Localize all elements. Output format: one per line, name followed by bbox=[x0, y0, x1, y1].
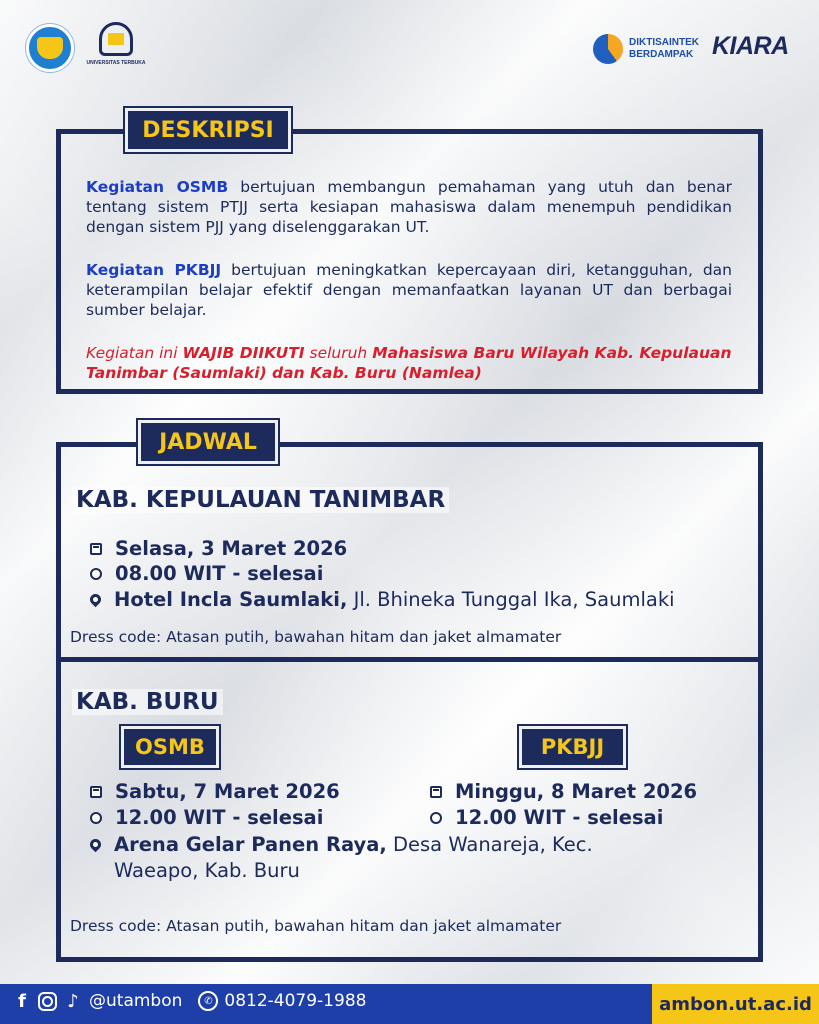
calendar-icon bbox=[90, 786, 102, 798]
osmb-text: bertujuan membangun pemahaman yang utuh dan benar tentang sistem PTJJ serta kesiapan mahasiswa dalam menempuh pendidikan dengan sistem PJJ yang diselenggarakan UT. bbox=[86, 178, 732, 236]
tanimbar-date-row bbox=[90, 537, 347, 560]
osmb-time: 12.00 WIT - selesai bbox=[115, 806, 324, 829]
pkbjj-time-row bbox=[430, 806, 663, 829]
calendar-icon bbox=[430, 786, 442, 798]
tiktok-icon[interactable]: ♪ bbox=[67, 990, 79, 1012]
buru-address-2: Waeapo, Kab. Buru bbox=[114, 859, 300, 882]
osmb-date-row bbox=[90, 780, 340, 803]
clock-icon bbox=[430, 812, 442, 824]
clock-icon bbox=[90, 568, 102, 580]
notice-target: Mahasiswa Baru Wilayah Kab. Kepulauan Tanimbar (Saumlaki) dan Kab. Buru (Namlea) bbox=[86, 344, 732, 382]
osmb-time-row bbox=[90, 806, 323, 829]
section-divider bbox=[56, 657, 763, 662]
facebook-icon[interactable]: f bbox=[18, 990, 26, 1012]
mandatory-notice bbox=[86, 343, 732, 383]
website-link[interactable]: ambon.ut.ac.id bbox=[652, 984, 819, 1024]
social-links bbox=[12, 991, 366, 1011]
footer-bar bbox=[0, 984, 819, 1024]
pkbjj-tag: PKBJJ bbox=[519, 726, 626, 768]
dikti-line1: DIKTISAINTEK bbox=[629, 37, 699, 48]
pkbjj-description bbox=[86, 260, 732, 320]
tanimbar-venue-row bbox=[90, 588, 675, 611]
osmb-tag: OSMB bbox=[121, 726, 219, 768]
ut-logo-text: UNIVERSITAS TERBUKA bbox=[86, 60, 146, 66]
notice-wajib: WAJIB DIIKUTI bbox=[182, 344, 305, 362]
kiara-logo: KIARA bbox=[712, 32, 789, 60]
calendar-icon bbox=[90, 543, 102, 555]
tanimbar-address: Jl. Bhineka Tunggal Ika, Saumlaki bbox=[347, 588, 675, 611]
tanimbar-venue: Hotel Incla Saumlaki, bbox=[114, 588, 348, 611]
kemendikbud-logo bbox=[26, 24, 74, 72]
buru-dress-code: Dress code: Atasan putih, bawahan hitam dan jaket almamater bbox=[70, 917, 562, 935]
location-pin-icon bbox=[88, 592, 104, 608]
buru-venue: Arena Gelar Panen Raya, bbox=[114, 833, 387, 856]
tanimbar-time: 08.00 WIT - selesai bbox=[115, 562, 324, 585]
whatsapp-icon[interactable]: ✆ bbox=[198, 991, 218, 1011]
pkbjj-lead: Kegiatan PKBJJ bbox=[86, 261, 222, 279]
tanimbar-title: KAB. KEPULAUAN TANIMBAR bbox=[72, 487, 449, 513]
diktisaintek-symbol-icon bbox=[593, 34, 623, 64]
buru-title: KAB. BURU bbox=[72, 689, 223, 715]
buru-venue-row bbox=[90, 833, 593, 856]
clock-icon bbox=[90, 812, 102, 824]
diktisaintek-logo bbox=[593, 34, 699, 64]
dikti-line2: BERDAMPAK bbox=[629, 49, 694, 60]
tanimbar-date: Selasa, 3 Maret 2026 bbox=[115, 537, 348, 560]
pkbjj-date-row bbox=[430, 780, 697, 803]
location-pin-icon bbox=[88, 837, 104, 853]
tanimbar-time-row bbox=[90, 562, 323, 585]
osmb-lead: Kegiatan OSMB bbox=[86, 178, 229, 196]
tanimbar-dress-code: Dress code: Atasan putih, bawahan hitam dan jaket almamater bbox=[70, 628, 562, 646]
pkbjj-date: Minggu, 8 Maret 2026 bbox=[455, 780, 698, 803]
notice-part-a: Kegiatan ini bbox=[86, 344, 183, 362]
jadwal-tag: JADWAL bbox=[138, 420, 278, 464]
universitas-terbuka-logo bbox=[84, 22, 148, 78]
deskripsi-tag: DESKRIPSI bbox=[125, 108, 291, 152]
osmb-date: Sabtu, 7 Maret 2026 bbox=[115, 780, 340, 803]
instagram-icon[interactable] bbox=[38, 992, 57, 1011]
pkbjj-text: bertujuan meningkatkan kepercayaan diri, ketangguhan, dan keterampilan belajar efektif dengan memanfaatkan layanan UT dan berbagai sumber belajar. bbox=[86, 261, 732, 319]
buru-address-1: Desa Wanareja, Kec. bbox=[386, 833, 593, 856]
phone-number[interactable]: 0812-4079-1988 bbox=[224, 991, 367, 1011]
social-handle[interactable]: @utambon bbox=[89, 991, 183, 1011]
osmb-description bbox=[86, 177, 732, 237]
notice-part-c: seluruh bbox=[304, 344, 373, 362]
pkbjj-time: 12.00 WIT - selesai bbox=[455, 806, 664, 829]
